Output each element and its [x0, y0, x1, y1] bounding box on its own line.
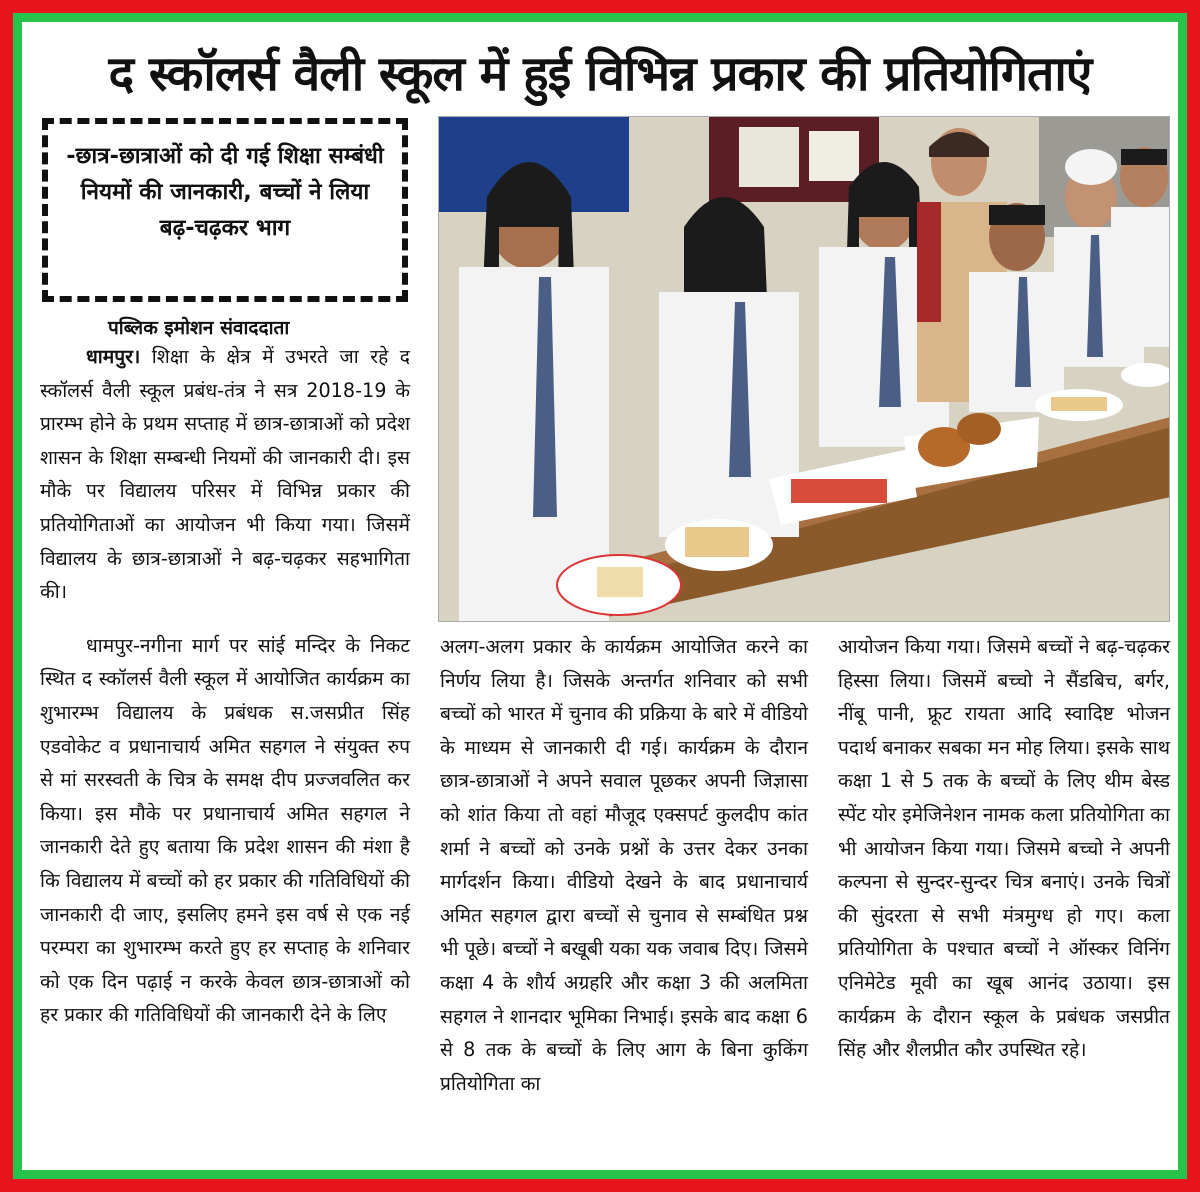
headline: द स्कॉलर्स वैली स्कूल में हुई विभिन्न प्रकार की प्रतियोगिताएं [108, 46, 1092, 102]
column-2 [440, 630, 808, 1170]
article-photo [438, 116, 1170, 622]
newspaper-clipping [22, 22, 1178, 1170]
dateline: धामपुर। [86, 345, 141, 368]
paragraph-1 [40, 340, 410, 609]
column-3 [838, 630, 1170, 1170]
paragraph-1-text: शिक्षा के क्षेत्र में उभरते जा रहे द स्कॉलर्स वैली स्कूल प्रबंध-तंत्र ने सत्र 2018-19 के प्रारम्भ होने के प्रथम सप्ताह में छात्र-छात्राओं को प्रदेश शासन के शिक्षा सम्बन्धी नियमों की जानकारी दी। इस मौके पर विद्यालय परिसर में विभिन्न प्रकार की प्रतियोगिताओं का आयोजन भी किया गया। जिसमें विद्यालय के छात्र-छात्राओं ने बढ़-चढ़कर सहभागिता की। [40, 345, 410, 604]
subheadline-box [42, 118, 408, 302]
subheadline: -छात्र-छात्राओं को दी गई शिक्षा सम्बंधी नियमों की जानकारी, बच्चों ने लिया बढ़-चढ़कर भाग [66, 143, 384, 241]
students-cooking-photo [439, 117, 1170, 622]
column-1 [40, 340, 410, 1170]
paragraph-2: धामपुर-नगीना मार्ग पर सांई मन्दिर के निकट स्थित द स्कॉलर्स वैली स्कूल में आयोजित कार्यक्रम का शुभारम्भ विद्यालय के प्रबंधक स.जसप्रीत सिंह एडवोकेट व प्रधानाचार्य अमित सहगल ने संयुक्त रुप से मां सरस्वती के चित्र के समक्ष दीप प्रज्जवलित कर किया। इस मौके पर प्रधानाचार्य अमित सहगल ने जानकारी देते हुए बताया कि प्रदेश शासन की मंशा है कि विद्यालय में बच्चों को हर प्रकार की गतिविधियों की जानकारी दी जाए, इसलिए हमने इस वर्ष से एक नई परम्परा का शुभारम्भ करते हुए हर सप्ताह के शनिवार को एक दिन पढ़ाई न करके केवल छात्र-छात्राओं को हर प्रकार की गतिविधियों की जानकारी देने के लिए [40, 633, 410, 1027]
paragraph-4: आयोजन किया गया। जिसमे बच्चों ने बढ़-चढ़कर हिस्सा लिया। जिसमें बच्चो ने सैंडबिच, बर्गर, नींबू पानी, फ्रूट रायता आदि स्वादिष्ट भोजन पदार्थ बनाकर सबका मन मोह लिया। इसके साथ कक्षा 1 से 5 तक के बच्चों के लिए थीम बेस्ड स्पेंट योर इमेजिनेशन नामक कला प्रतियोगिता का भी आयोजन किया गया। जिसमे बच्चो ने अपनी कल्पना से सुन्दर-सुन्दर चित्र बनाएं। उनके चित्रों की सुंदरता से सभी मंत्रमुग्ध हो गए। कला प्रतियोगिता के पश्चात बच्चों ने ऑस्कर विनिंग एनिमेटेड मूवी का खूब आनंद उठाया। इस कार्यक्रम के दौरान स्कूल के प्रबंधक जसप्रीत सिंह और शैलप्रीत कौर उपस्थित रहे। [838, 635, 1170, 1062]
paragraph-3: अलग-अलग प्रकार के कार्यक्रम आयोजित करने का निर्णय लिया है। जिसके अन्तर्गत शनिवार को सभी बच्चों को भारत में चुनाव की प्रक्रिया के बारे में वीडियो के माध्यम से जानकारी दी गई। कार्यक्रम के दौरान छात्र-छात्राओं ने अपने सवाल पूछकर अपनी जिज्ञासा को शांत किया तो वहां मौजूद एक्सपर्ट कुलदीप कांत शर्मा ने बच्चों को उनके प्रश्नों के उत्तर देकर उनका मार्गदर्शन किया। वीडियो देखने के बाद प्रधानाचार्य अमित सहगल द्वारा बच्चों से चुनाव से सम्बंधित प्रश्न भी पूछे। बच्चों ने बखूबी यका यक जवाब दिए। जिसमे कक्षा 4 के शौर्य अग्रहरि और कक्षा 3 की अलमिता सहगल ने शानदार भूमिका निभाई। इसके बाद कक्षा 6 से 8 तक के बच्चों के लिए आग के बिना कुकिंग प्रतियोगिता का [440, 635, 808, 1095]
byline: पब्लिक इमोशन संवाददाता [108, 317, 290, 339]
